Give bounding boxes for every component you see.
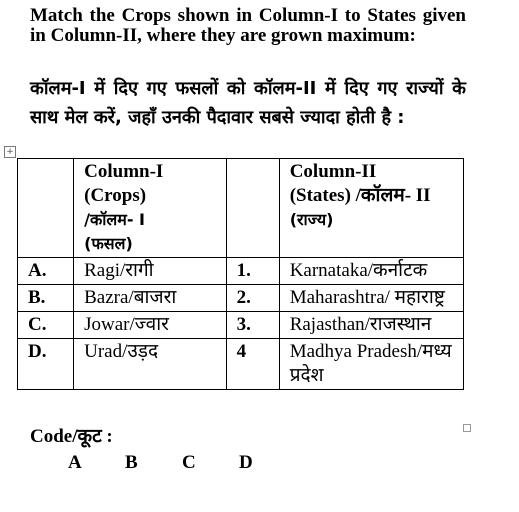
header-empty-cell-1 — [18, 159, 74, 258]
header-empty-cell-2 — [226, 159, 279, 258]
crop-cell: Urad/उड़द — [74, 339, 227, 390]
header-col1-subtitle: (Crops) — [84, 185, 147, 206]
header-col1-title: Column-I — [84, 161, 164, 182]
state-cell: Rajasthan/राजस्थान — [279, 312, 463, 339]
row-label: D. — [18, 339, 74, 390]
header-col2-subtitle: (States) /कॉलम- II — [289, 185, 431, 206]
header-col2-hindi: (राज्य) — [289, 210, 334, 229]
table-row — [18, 312, 464, 339]
row-number: 3. — [226, 312, 279, 339]
header-col2-title: Column-II — [289, 161, 377, 182]
table-row — [18, 339, 464, 390]
code-column-b: B — [125, 452, 138, 473]
question-english: Match the Crops shown in Column-I to States given in Column-II, where they are grown maximum: — [30, 5, 466, 46]
code-column-a: A — [68, 452, 82, 473]
crop-cell: Jowar/ज्वार — [74, 312, 227, 339]
table-row — [18, 285, 464, 312]
row-number: 1. — [226, 258, 279, 285]
header-col1-hindi-sub: (फसल) — [84, 234, 133, 253]
state-cell: Madhya Pradesh/मध्य प्रदेश — [279, 339, 463, 390]
row-number: 2. — [226, 285, 279, 312]
question-hindi: कॉलम-I में दिए गए फसलों को कॉलम-II में दिए गए राज्यों के साथ मेल करें, जहाँ उनकी पैदावार सबसे ज्यादा होती है : — [30, 78, 466, 128]
table-row — [18, 258, 464, 285]
row-number: 4 — [226, 339, 279, 390]
state-cell: Karnataka/कर्नाटक — [279, 258, 463, 285]
code-columns — [68, 451, 296, 475]
table-resize-handle-icon[interactable] — [463, 424, 471, 432]
crop-cell: Ragi/रागी — [74, 258, 227, 285]
row-label: A. — [18, 258, 74, 285]
crop-cell: Bazra/बाजरा — [74, 285, 227, 312]
code-column-c: C — [182, 452, 196, 473]
code-column-d: D — [239, 452, 253, 473]
table-move-handle-icon[interactable]: + — [4, 146, 16, 158]
header-column-2 — [279, 159, 463, 258]
row-label: B. — [18, 285, 74, 312]
row-label: C. — [18, 312, 74, 339]
code-label: Code/कूट : — [30, 426, 113, 447]
state-cell: Maharashtra/ महाराष्ट्र — [279, 285, 463, 312]
header-column-1 — [74, 159, 227, 258]
match-table — [17, 158, 464, 390]
table-header-row — [18, 159, 464, 258]
header-col1-hindi: /कॉलम- I — [84, 210, 145, 229]
